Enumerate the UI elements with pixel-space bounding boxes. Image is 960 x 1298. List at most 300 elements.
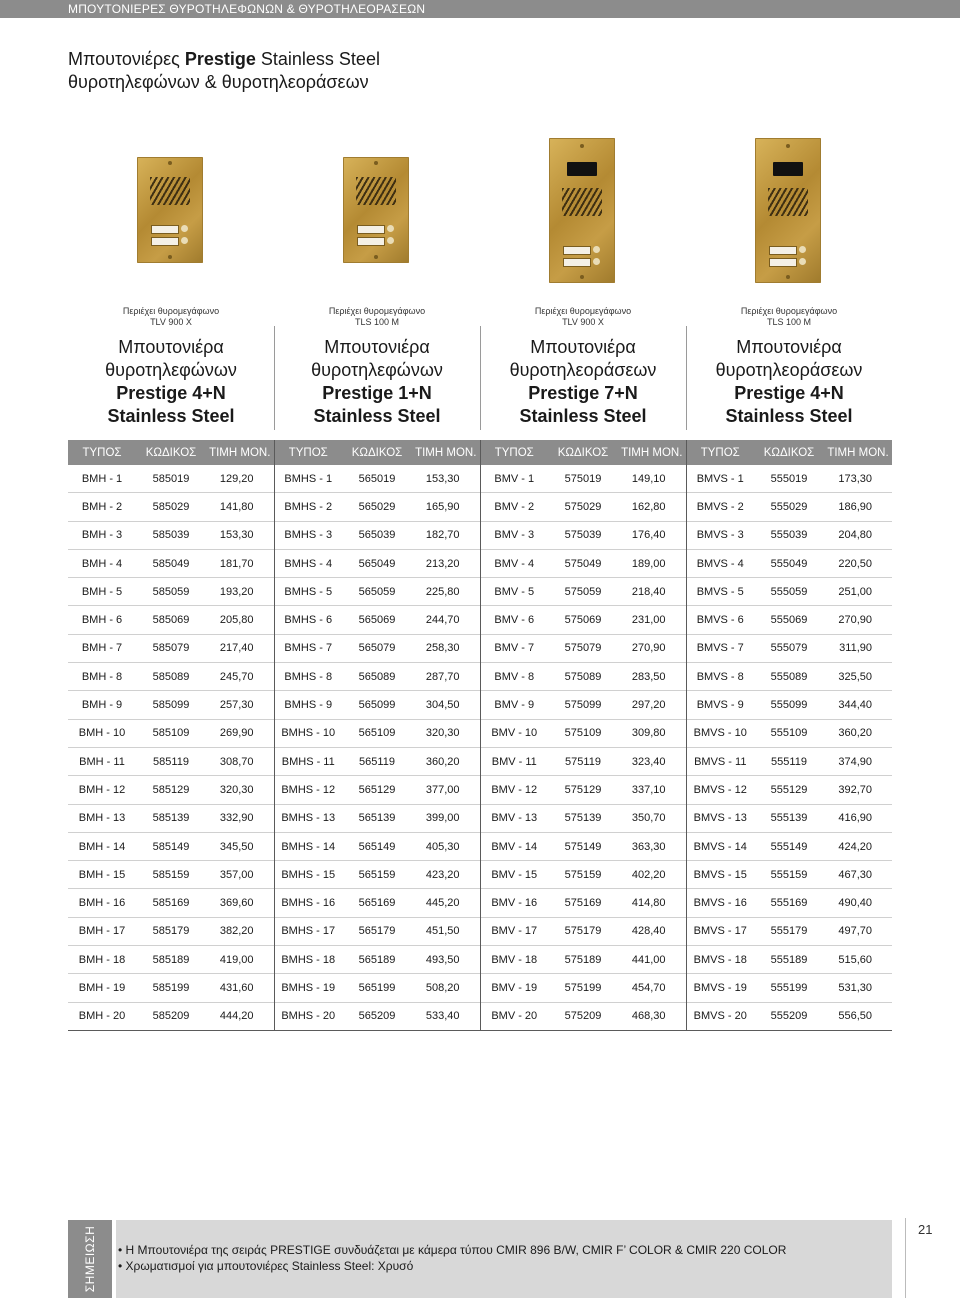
table-row <box>68 606 892 634</box>
video-door-panel-icon <box>549 138 615 283</box>
type-cell: BMVS - 14 <box>693 840 747 853</box>
price-cell: 153,30 <box>412 465 480 493</box>
table-row <box>68 663 892 691</box>
page-number-divider <box>905 1218 906 1298</box>
price-cell: 287,70 <box>412 663 480 691</box>
type-cell: BMHS - 12 <box>281 783 336 796</box>
price-cell: 345,50 <box>206 832 274 860</box>
product-card <box>68 130 274 430</box>
type-cell: BMVS - 13 <box>693 812 747 825</box>
type-cell: BMHS - 10 <box>281 727 336 740</box>
type-cell: BMHS - 17 <box>281 925 336 938</box>
table-row <box>68 917 892 945</box>
table-row <box>68 861 892 889</box>
price-cell: 399,00 <box>412 804 480 832</box>
price-cell: 205,80 <box>206 606 274 634</box>
code-cell: 565039 <box>358 529 396 542</box>
product-model: Prestige 7+N <box>528 383 638 403</box>
header-code: ΚΩΔΙΚΟΣ <box>342 440 412 465</box>
code-cell: 575169 <box>564 897 602 910</box>
title-line-2: θυροτηλεφώνων & θυροτηλεοράσεων <box>68 72 369 92</box>
type-cell: BMV - 10 <box>491 727 538 740</box>
price-cell: 445,20 <box>412 889 480 917</box>
price-cell: 193,20 <box>206 578 274 606</box>
code-cell: 575159 <box>564 868 602 881</box>
table-header-row <box>68 440 892 465</box>
code-cell: 575179 <box>564 925 602 938</box>
code-cell: 585039 <box>152 529 190 542</box>
code-cell: 575089 <box>564 670 602 683</box>
code-cell: 565019 <box>358 472 396 485</box>
type-cell: BMHS - 2 <box>284 500 333 513</box>
type-cell: BMH - 5 <box>81 585 123 598</box>
price-cell: 251,00 <box>838 585 872 598</box>
type-cell: BMHS - 19 <box>281 981 336 994</box>
type-cell: BMVS - 9 <box>696 699 744 712</box>
section-header <box>0 0 960 18</box>
price-cell: 270,90 <box>618 634 686 662</box>
code-cell: 565119 <box>359 755 395 768</box>
code-cell: 575059 <box>564 585 602 598</box>
header-code: ΚΩΔΙΚΟΣ <box>754 440 824 465</box>
price-cell: 320,30 <box>412 719 480 747</box>
type-cell: BMH - 17 <box>78 925 126 938</box>
price-cell: 181,70 <box>206 549 274 577</box>
price-cell: 382,20 <box>206 917 274 945</box>
price-cell: 556,50 <box>838 1010 872 1023</box>
product-contains <box>274 306 480 328</box>
price-cell: 129,20 <box>206 465 274 493</box>
title-brand: Prestige <box>184 49 256 69</box>
code-cell: 585169 <box>152 897 190 910</box>
code-cell: 585129 <box>152 783 190 796</box>
contains-label: Περιέχει θυρομεγάφωνο <box>740 306 838 316</box>
type-cell: BMVS - 4 <box>696 557 744 570</box>
code-cell: 585159 <box>152 868 190 881</box>
code-cell: 565199 <box>358 981 396 994</box>
price-cell: 258,30 <box>412 634 480 662</box>
page-title <box>68 48 380 94</box>
type-cell: BMH - 2 <box>81 500 123 513</box>
title-pre: Μπουτονιέρες <box>68 49 185 69</box>
price-cell: 182,70 <box>412 521 480 549</box>
type-cell: BMV - 12 <box>491 783 538 796</box>
code-cell: 565159 <box>358 868 396 881</box>
type-cell: BMHS - 11 <box>281 755 335 768</box>
type-cell: BMHS - 6 <box>284 614 333 627</box>
type-cell: BMH - 16 <box>78 897 126 910</box>
type-cell: BMH - 11 <box>79 755 125 768</box>
type-cell: BMVS - 7 <box>696 642 744 655</box>
code-cell: 565029 <box>358 500 396 513</box>
price-table-wrapper <box>68 440 892 1031</box>
type-cell: BMH - 7 <box>81 642 123 655</box>
price-cell: 360,20 <box>412 747 480 775</box>
header-type: ΤΥΠΟΣ <box>274 440 342 465</box>
code-cell: 555029 <box>770 500 808 513</box>
price-table-body <box>68 465 892 1030</box>
code-cell: 555089 <box>770 670 808 683</box>
type-cell: BMVS - 8 <box>696 670 744 683</box>
type-cell: BMV - 19 <box>491 981 538 994</box>
door-panel-icon <box>137 157 203 263</box>
type-cell: BMV - 2 <box>494 500 535 513</box>
price-cell: 149,10 <box>618 465 686 493</box>
type-cell: BMHS - 20 <box>281 1010 336 1023</box>
code-cell: 575129 <box>564 783 602 796</box>
product-contains <box>68 306 274 328</box>
type-cell: BMV - 17 <box>491 925 538 938</box>
product-contains <box>480 306 686 328</box>
type-cell: BMH - 12 <box>78 783 126 796</box>
code-cell: 585079 <box>152 642 190 655</box>
code-cell: 565049 <box>358 557 396 570</box>
table-row <box>68 832 892 860</box>
module-label: TLS 100 M <box>766 317 812 327</box>
price-cell: 360,20 <box>838 727 872 740</box>
type-cell: BMV - 8 <box>494 670 535 683</box>
type-cell: BMH - 15 <box>78 868 126 881</box>
product-name-line: θυροτηλεοράσεων <box>715 360 863 380</box>
type-cell: BMV - 20 <box>491 1010 538 1023</box>
price-cell: 186,90 <box>838 500 872 513</box>
type-cell: BMHS - 4 <box>284 557 333 570</box>
code-cell: 585149 <box>152 840 190 853</box>
code-cell: 585059 <box>152 585 190 598</box>
type-cell: BMHS - 7 <box>284 642 333 655</box>
type-cell: BMV - 5 <box>494 585 535 598</box>
header-price: ΤΙΜΗ ΜΟΝ. <box>206 440 274 465</box>
price-cell: 204,80 <box>838 529 872 542</box>
type-cell: BMH - 19 <box>78 981 126 994</box>
price-cell: 153,30 <box>206 521 274 549</box>
price-cell: 213,20 <box>412 549 480 577</box>
header-type: ΤΥΠΟΣ <box>68 440 136 465</box>
table-row <box>68 974 892 1002</box>
code-cell: 575139 <box>564 812 602 825</box>
code-cell: 585019 <box>152 472 190 485</box>
type-cell: BMVS - 18 <box>693 953 747 966</box>
table-row <box>68 549 892 577</box>
type-cell: BMVS - 20 <box>693 1010 747 1023</box>
table-row <box>68 578 892 606</box>
type-cell: BMVS - 12 <box>693 783 747 796</box>
type-cell: BMH - 3 <box>81 529 123 542</box>
contains-label: Περιέχει θυρομεγάφωνο <box>534 306 632 316</box>
product-name-line: θυροτηλεοράσεων <box>509 360 657 380</box>
type-cell: BMH - 1 <box>81 472 123 485</box>
code-cell: 555069 <box>770 614 808 627</box>
price-cell: 308,70 <box>206 747 274 775</box>
code-cell: 555079 <box>770 642 808 655</box>
table-row <box>68 889 892 917</box>
code-cell: 575029 <box>564 500 602 513</box>
type-cell: BMHS - 5 <box>284 585 333 598</box>
price-cell: 270,90 <box>838 614 872 627</box>
table-row <box>68 804 892 832</box>
price-cell: 416,90 <box>838 812 872 825</box>
table-row <box>68 521 892 549</box>
price-cell: 454,70 <box>618 974 686 1002</box>
code-cell: 575189 <box>564 953 602 966</box>
product-name <box>686 336 892 428</box>
price-cell: 141,80 <box>206 493 274 521</box>
price-cell: 363,30 <box>618 832 686 860</box>
code-cell: 575049 <box>564 557 602 570</box>
code-cell: 565169 <box>358 897 396 910</box>
code-cell: 555109 <box>770 727 808 740</box>
code-cell: 575199 <box>564 981 602 994</box>
type-cell: BMVS - 11 <box>694 755 747 768</box>
type-cell: BMVS - 15 <box>693 868 747 881</box>
type-cell: BMV - 13 <box>491 812 538 825</box>
price-cell: 162,80 <box>618 493 686 521</box>
code-cell: 585119 <box>153 755 189 768</box>
code-cell: 585029 <box>152 500 190 513</box>
table-row <box>68 493 892 521</box>
product-panels <box>68 130 892 430</box>
price-table <box>68 440 892 1031</box>
code-cell: 555049 <box>770 557 808 570</box>
table-row <box>68 634 892 662</box>
price-cell: 337,10 <box>618 776 686 804</box>
type-cell: BMV - 9 <box>494 699 535 712</box>
price-cell: 451,50 <box>412 917 480 945</box>
code-cell: 565109 <box>358 727 396 740</box>
code-cell: 575119 <box>565 755 601 768</box>
code-cell: 555139 <box>770 812 808 825</box>
price-cell: 497,70 <box>838 925 872 938</box>
product-name <box>480 336 686 428</box>
module-label: TLV 900 X <box>562 317 604 327</box>
type-cell: BMH - 14 <box>78 840 126 853</box>
price-cell: 424,20 <box>838 840 872 853</box>
code-cell: 575019 <box>564 472 602 485</box>
type-cell: BMVS - 17 <box>693 925 747 938</box>
type-cell: BMVS - 2 <box>696 500 744 513</box>
code-cell: 565099 <box>358 699 396 712</box>
note-lines <box>118 1242 786 1274</box>
table-row <box>68 1002 892 1030</box>
code-cell: 565069 <box>358 614 396 627</box>
price-cell: 508,20 <box>412 974 480 1002</box>
product-name-line: Μπουτονιέρα <box>736 337 842 357</box>
code-cell: 565089 <box>358 670 396 683</box>
type-cell: BMH - 20 <box>78 1010 126 1023</box>
price-cell: 444,20 <box>206 1002 274 1030</box>
note-line: • Η Μπουτονιέρα της σειράς PRESTIGE συνδυάζεται με κάμερα τύπου CMIR 896 B/W, CMIR F’ COLOR & CMIR 220 COLOR <box>118 1242 786 1258</box>
type-cell: BMH - 6 <box>81 614 123 627</box>
price-cell: 419,00 <box>206 946 274 974</box>
product-name-line: Μπουτονιέρα <box>324 337 430 357</box>
price-cell: 304,50 <box>412 691 480 719</box>
product-card <box>480 130 686 430</box>
price-cell: 165,90 <box>412 493 480 521</box>
type-cell: BMHS - 3 <box>284 529 333 542</box>
type-cell: BMH - 8 <box>81 670 123 683</box>
product-card <box>274 130 480 430</box>
type-cell: BMHS - 16 <box>281 897 336 910</box>
product-model: Prestige 4+N <box>734 383 844 403</box>
code-cell: 575039 <box>564 529 602 542</box>
type-cell: BMVS - 6 <box>696 614 744 627</box>
price-cell: 176,40 <box>618 521 686 549</box>
price-cell: 392,70 <box>838 783 872 796</box>
product-name-line: θυροτηλεφώνων <box>311 360 443 380</box>
price-cell: 311,90 <box>839 642 872 655</box>
type-cell: BMHS - 8 <box>284 670 333 683</box>
header-type: ΤΥΠΟΣ <box>686 440 754 465</box>
price-cell: 283,50 <box>618 663 686 691</box>
code-cell: 555039 <box>770 529 808 542</box>
code-cell: 575109 <box>564 727 602 740</box>
table-row <box>68 465 892 493</box>
price-cell: 320,30 <box>206 776 274 804</box>
price-cell: 490,40 <box>838 897 872 910</box>
code-cell: 585089 <box>152 670 190 683</box>
contains-label: Περιέχει θυρομεγάφωνο <box>122 306 220 316</box>
header-price: ΤΙΜΗ ΜΟΝ. <box>824 440 892 465</box>
product-material: Stainless Steel <box>519 406 647 426</box>
price-cell: 428,40 <box>618 917 686 945</box>
type-cell: BMV - 15 <box>491 868 538 881</box>
table-row <box>68 747 892 775</box>
title-line-1 <box>68 48 380 71</box>
code-cell: 585139 <box>152 812 190 825</box>
title-post: Stainless Steel <box>255 49 380 69</box>
type-cell: BMH - 13 <box>78 812 126 825</box>
price-cell: 189,00 <box>618 549 686 577</box>
type-cell: BMV - 11 <box>491 755 537 768</box>
table-row <box>68 691 892 719</box>
type-cell: BMV - 14 <box>491 840 538 853</box>
price-cell: 218,40 <box>618 578 686 606</box>
type-cell: BMH - 18 <box>78 953 126 966</box>
price-cell: 533,40 <box>412 1002 480 1030</box>
code-cell: 565149 <box>358 840 396 853</box>
code-cell: 555099 <box>770 699 808 712</box>
code-cell: 555019 <box>770 472 808 485</box>
price-cell: 402,20 <box>618 861 686 889</box>
code-cell: 555199 <box>770 981 808 994</box>
type-cell: BMVS - 5 <box>696 585 744 598</box>
code-cell: 555059 <box>770 585 808 598</box>
price-cell: 217,40 <box>206 634 274 662</box>
product-name <box>68 336 274 428</box>
code-cell: 555119 <box>771 755 807 768</box>
price-cell: 231,00 <box>618 606 686 634</box>
price-cell: 323,40 <box>618 747 686 775</box>
type-cell: BMVS - 10 <box>693 727 747 740</box>
note-line: • Χρωματισμοί για μπουτονιέρες Stainless Steel: Χρυσό <box>118 1258 786 1274</box>
price-cell: 244,70 <box>412 606 480 634</box>
code-cell: 585179 <box>152 925 190 938</box>
header-code: ΚΩΔΙΚΟΣ <box>548 440 618 465</box>
price-cell: 374,90 <box>838 755 872 768</box>
product-material: Stainless Steel <box>107 406 235 426</box>
price-cell: 423,20 <box>412 861 480 889</box>
type-cell: BMV - 1 <box>494 472 535 485</box>
code-cell: 565189 <box>358 953 396 966</box>
code-cell: 585109 <box>152 727 190 740</box>
code-cell: 585049 <box>152 557 190 570</box>
price-cell: 257,30 <box>206 691 274 719</box>
type-cell: BMVS - 3 <box>696 529 744 542</box>
code-cell: 585069 <box>152 614 190 627</box>
note-label <box>68 1220 112 1298</box>
price-cell: 245,70 <box>206 663 274 691</box>
code-cell: 565059 <box>358 585 396 598</box>
header-price: ΤΙΜΗ ΜΟΝ. <box>618 440 686 465</box>
module-label: TLS 100 M <box>354 317 400 327</box>
header-type: ΤΥΠΟΣ <box>480 440 548 465</box>
code-cell: 565079 <box>358 642 396 655</box>
code-cell: 575079 <box>564 642 602 655</box>
product-name-line: Μπουτονιέρα <box>530 337 636 357</box>
price-cell: 297,20 <box>618 691 686 719</box>
code-cell: 565179 <box>358 925 396 938</box>
price-cell: 309,80 <box>618 719 686 747</box>
product-model: Prestige 1+N <box>322 383 432 403</box>
product-name-line: θυροτηλεφώνων <box>105 360 237 380</box>
product-card <box>686 130 892 430</box>
code-cell: 575209 <box>564 1010 602 1023</box>
price-cell: 269,90 <box>206 719 274 747</box>
header-code: ΚΩΔΙΚΟΣ <box>136 440 206 465</box>
price-cell: 405,30 <box>412 832 480 860</box>
type-cell: BMVS - 19 <box>693 981 747 994</box>
price-cell: 220,50 <box>838 557 872 570</box>
code-cell: 555149 <box>770 840 808 853</box>
type-cell: BMH - 10 <box>78 727 126 740</box>
section-title: ΜΠΟΥΤΟΝΙΕΡΕΣ ΘΥΡΟΤΗΛΕΦΩΝΩΝ & ΘΥΡΟΤΗΛΕΟΡΑΣΕΩΝ <box>68 2 426 16</box>
product-material: Stainless Steel <box>725 406 853 426</box>
code-cell: 565129 <box>358 783 396 796</box>
product-contains <box>686 306 892 328</box>
type-cell: BMH - 9 <box>81 699 123 712</box>
price-cell: 332,90 <box>206 804 274 832</box>
contains-label: Περιέχει θυρομεγάφωνο <box>328 306 426 316</box>
price-cell: 350,70 <box>618 804 686 832</box>
price-cell: 467,30 <box>838 868 872 881</box>
door-panel-icon <box>343 157 409 263</box>
video-door-panel-icon <box>755 138 821 283</box>
code-cell: 575069 <box>564 614 602 627</box>
type-cell: BMV - 3 <box>494 529 535 542</box>
price-cell: 225,80 <box>412 578 480 606</box>
code-cell: 585189 <box>152 953 190 966</box>
product-material: Stainless Steel <box>313 406 441 426</box>
code-cell: 585199 <box>152 981 190 994</box>
price-cell: 357,00 <box>206 861 274 889</box>
price-cell: 344,40 <box>838 699 872 712</box>
code-cell: 585209 <box>152 1010 190 1023</box>
type-cell: BMVS - 16 <box>693 897 747 910</box>
page-number: 21 <box>918 1222 933 1237</box>
type-cell: BMV - 6 <box>494 614 535 627</box>
type-cell: BMHS - 1 <box>284 472 333 485</box>
product-model: Prestige 4+N <box>116 383 226 403</box>
code-cell: 555209 <box>770 1010 808 1023</box>
code-cell: 575149 <box>564 840 602 853</box>
type-cell: BMV - 4 <box>494 557 535 570</box>
code-cell: 565139 <box>358 812 396 825</box>
header-price: ΤΙΜΗ ΜΟΝ. <box>412 440 480 465</box>
price-cell: 515,60 <box>838 953 872 966</box>
table-row <box>68 719 892 747</box>
type-cell: BMH - 4 <box>81 557 123 570</box>
type-cell: BMHS - 18 <box>281 953 336 966</box>
